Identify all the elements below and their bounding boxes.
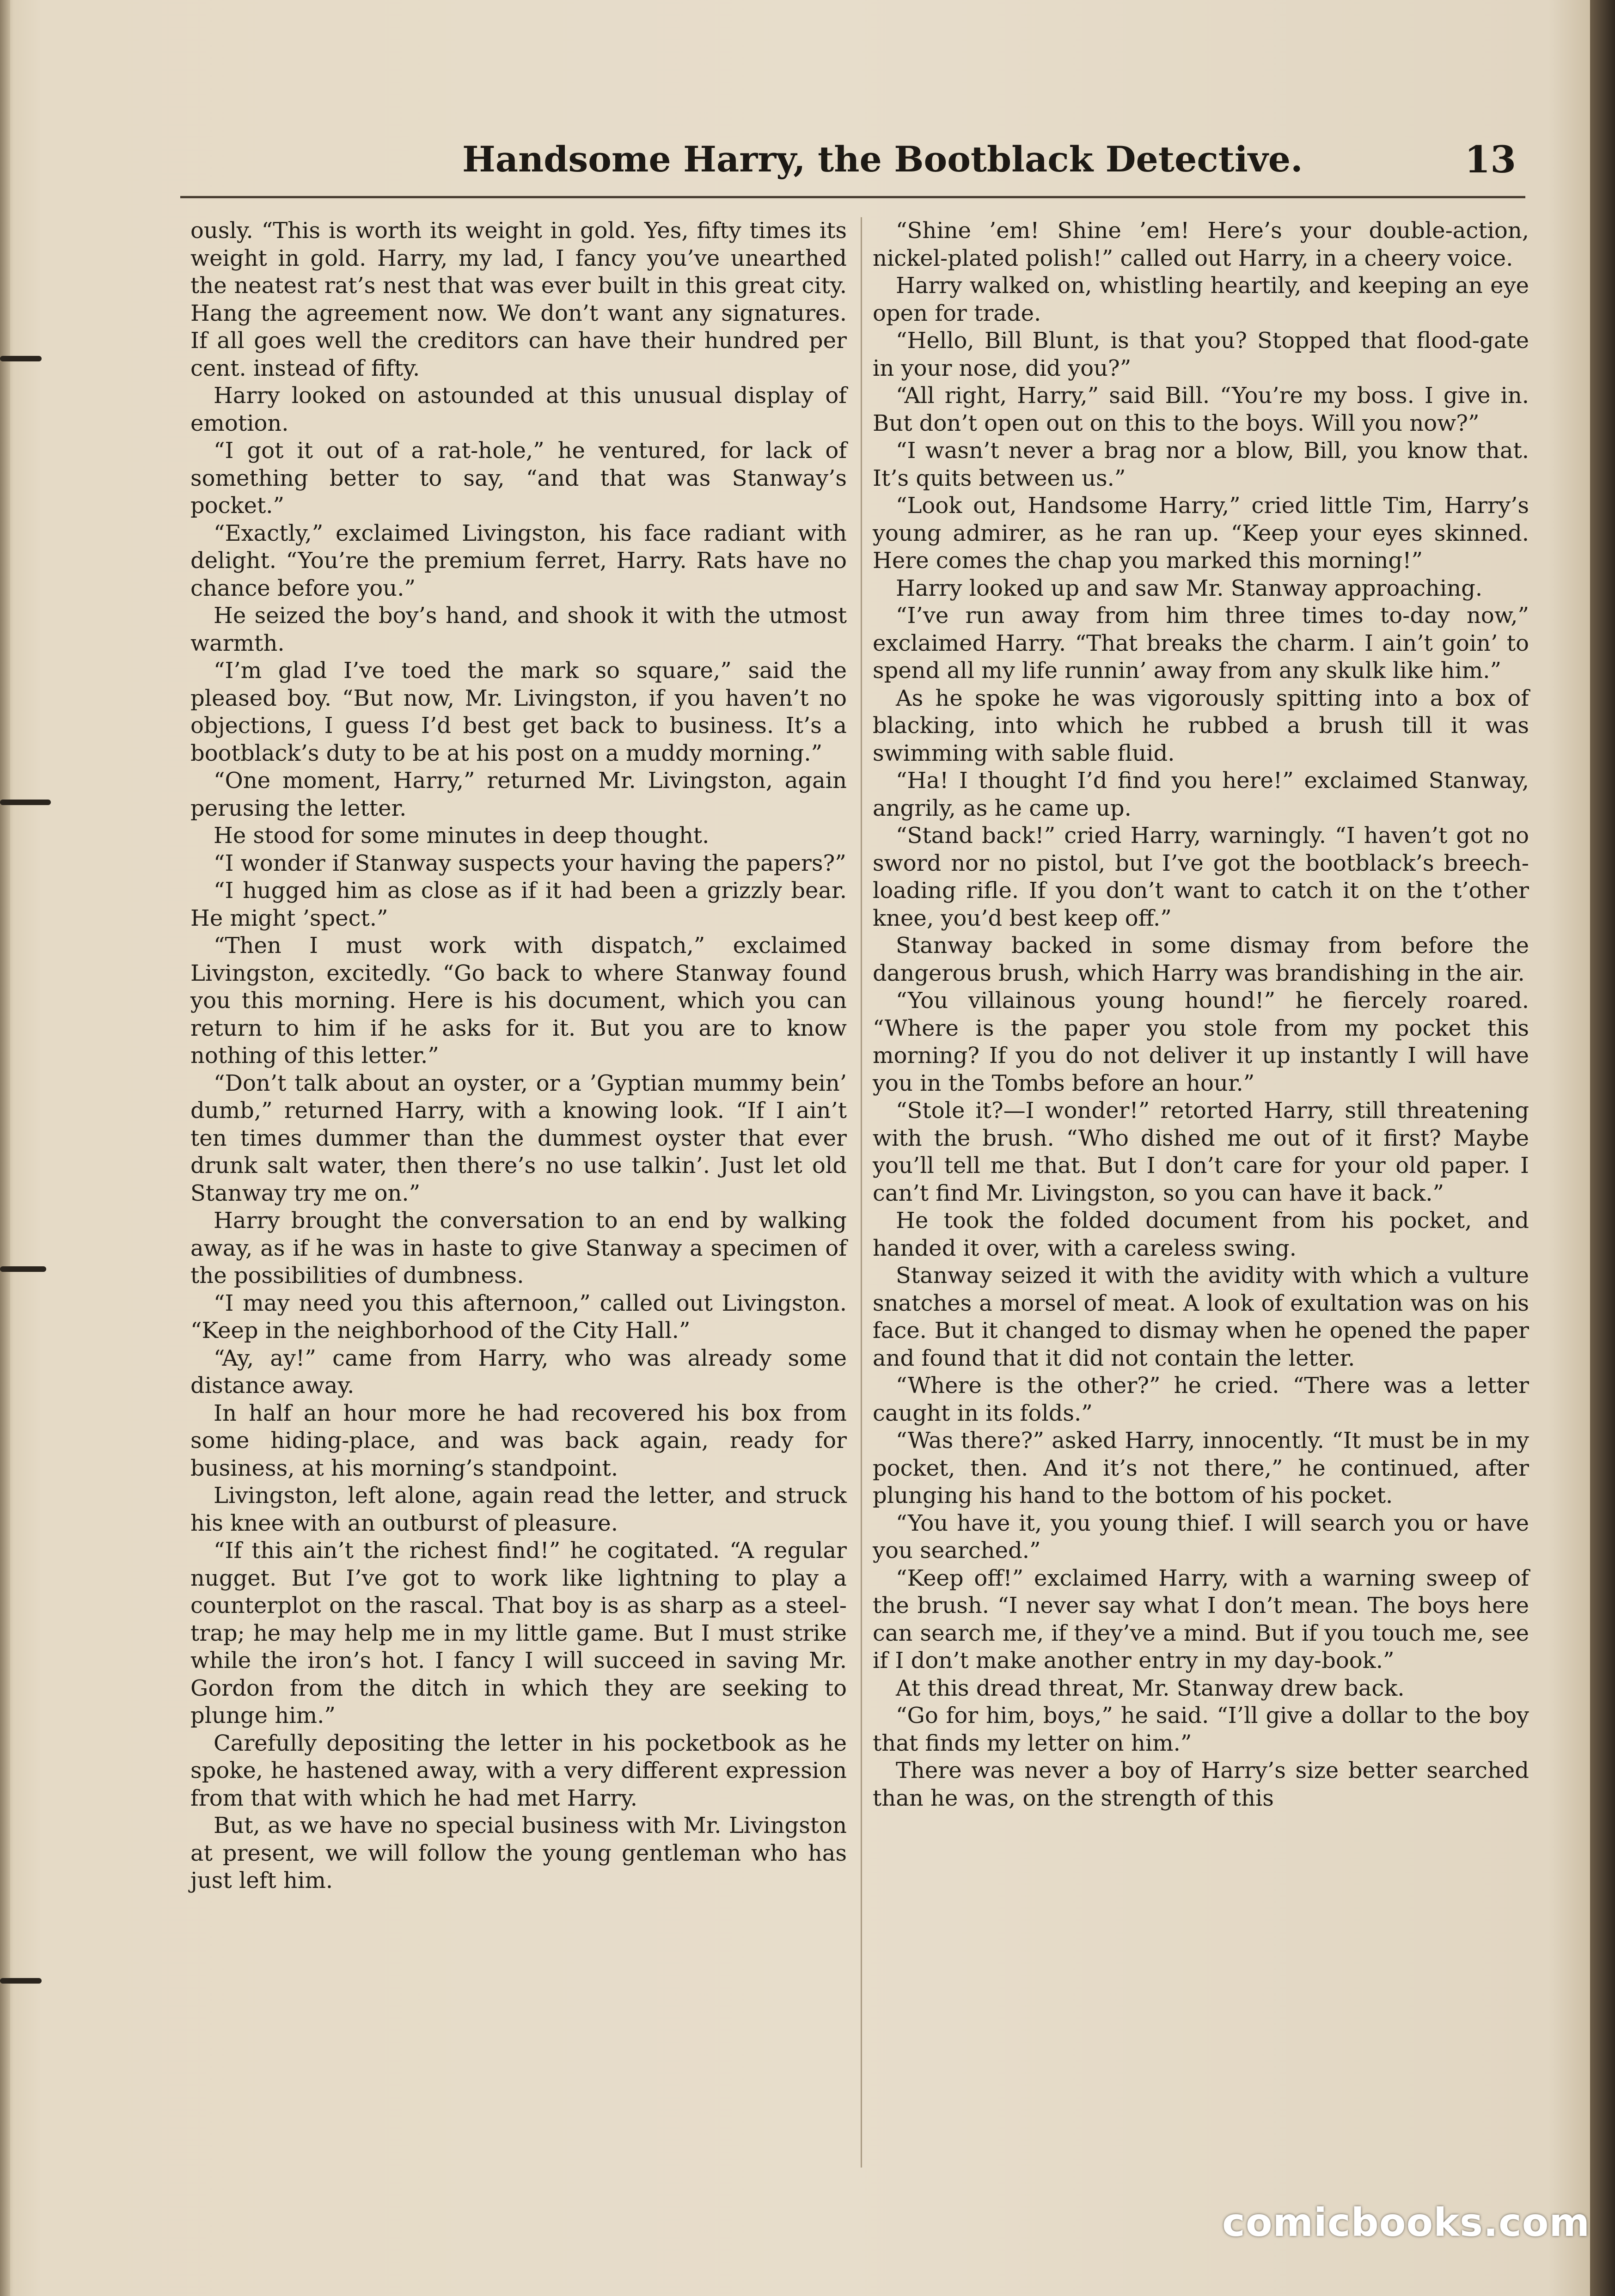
- paragraph: “I hugged him as close as if it had been a grizzly bear. He might ’spect.”: [190, 878, 847, 931]
- paragraph: “Don’t talk about an oyster, or a ’Gyptian mummy bein’ dumb,” returned Harry, with a knowing look. “If I ain’t ten times dummer than the dummest oyster that ever drunk salt water, then there’s no use talkin’. Just let old Stanway try me on.”: [190, 1070, 847, 1206]
- paragraph: “I wasn’t never a brag nor a blow, Bill, you know that. It’s quits between us.”: [873, 438, 1529, 491]
- paragraph: In half an hour more he had recovered his box from some hiding-place, and was back again, ready for business, at his morning’s standpoint.: [190, 1400, 847, 1481]
- paragraph: ously. “This is worth its weight in gold. Yes, fifty times its weight in gold. Harry, my lad, I fancy you’ve unearthed the neatest rat’s nest that was ever built in this great city. Hang the agreement now. We don’t want any signatures. If all goes well the creditors can have their hundred per cent. instead of fifty.: [190, 218, 847, 381]
- page-spine: [0, 0, 10, 2296]
- paragraph: At this dread threat, Mr. Stanway drew back.: [896, 1675, 1405, 1701]
- paragraph: “Where is the other?” he cried. “There was a letter caught in its folds.”: [873, 1373, 1529, 1426]
- paragraph: “Then I must work with dispatch,” exclaimed Livingston, excitedly. “Go back to where Stanway found you this morning. Here is his document, which you can return to him if he asks for it. But you are to know nothing of this letter.”: [190, 933, 847, 1069]
- watermark: comicbooks.com: [1222, 2200, 1590, 2245]
- text-column-right: [873, 217, 1529, 1812]
- paragraph: “Stole it?—I wonder!” retorted Harry, still threatening with the brush. “Who dished me out of it first? Maybe you’ll tell me that. But I don’t care for your old paper. I can’t find Mr. Livingston, so you can have it back.”: [873, 1098, 1529, 1206]
- paragraph: Harry walked on, whistling heartily, and keeping an eye open for trade.: [873, 273, 1529, 326]
- running-header: [0, 129, 1590, 185]
- paragraph: “Ha! I thought I’d find you here!” exclaimed Stanway, angrily, as he came up.: [873, 768, 1529, 821]
- paragraph: “I got it out of a rat-hole,” he ventured, for lack of something better to say, “and that was Stanway’s pocket.”: [190, 438, 847, 519]
- column-divider: [861, 217, 862, 2168]
- paragraph: “Shine ’em! Shine ’em! Here’s your double-action, nickel-plated polish!” called out Harry, in a cheery voice.: [873, 218, 1529, 271]
- paragraph: “Exactly,” exclaimed Livingston, his face radiant with delight. “You’re the premium ferret, Harry. Rats have no chance before you.”: [190, 520, 847, 601]
- paragraph: “I may need you this afternoon,” called out Livingston. “Keep in the neighborhood of the City Hall.”: [190, 1290, 847, 1343]
- paragraph: “I wonder if Stanway suspects your having the papers?”: [214, 850, 846, 876]
- paragraph: He took the folded document from his pocket, and handed it over, with a careless swing.: [873, 1208, 1529, 1261]
- binding-stitch: [0, 800, 51, 805]
- page-edge-shadow: [1590, 0, 1615, 2296]
- paragraph: Livingston, left alone, again read the letter, and struck his knee with an outburst of pleasure.: [190, 1483, 847, 1536]
- binding-stitch: [0, 1978, 42, 1984]
- paragraph: “Hello, Bill Blunt, is that you? Stopped that flood-gate in your nose, did you?”: [873, 328, 1529, 381]
- paragraph: But, as we have no special business with Mr. Livingston at present, we will follow the young gentleman who has just left him.: [190, 1813, 847, 1893]
- paragraph: “Ay, ay!” came from Harry, who was already some distance away.: [190, 1345, 847, 1398]
- paragraph: “Look out, Handsome Harry,” cried little Tim, Harry’s young admirer, as he ran up. “Keep your eyes skinned. Here comes the chap you marked this morning!”: [873, 493, 1529, 574]
- binding-stitch: [0, 1266, 46, 1272]
- paragraph: He stood for some minutes in deep thought.: [214, 823, 710, 849]
- header-rule: [180, 196, 1525, 198]
- paragraph: “Was there?” asked Harry, innocently. “It must be in my pocket, then. And it’s not there,” he continued, after plunging his hand to the bottom of his pocket.: [873, 1428, 1529, 1508]
- paragraph: He seized the boy’s hand, and shook it with the utmost warmth.: [190, 603, 847, 656]
- paragraph: “Stand back!” cried Harry, warningly. “I haven’t got no sword nor no pistol, but I’ve got the bootblack’s breech-loading rifle. If you don’t want to catch it on the t’other knee, you’d best keep off.”: [873, 823, 1529, 931]
- paragraph: “I’m glad I’ve toed the mark so square,” said the pleased boy. “But now, Mr. Livingston, if you haven’t no objections, I guess I’d best get back to business. It’s a bootblack’s duty to be at his post on a muddy morning.”: [190, 658, 847, 766]
- paragraph: “Keep off!” exclaimed Harry, with a warning sweep of the brush. “I never say what I don’t mean. The boys here can search me, if they’ve a mind. But if you touch me, see if I don’t make another entry in my day-book.”: [873, 1565, 1529, 1673]
- paragraph: Harry looked up and saw Mr. Stanway approaching.: [896, 575, 1483, 601]
- paragraph: Carefully depositing the letter in his pocketbook as he spoke, he hastened away, with a very different expression from that with which he had met Harry.: [190, 1730, 847, 1811]
- paragraph: “You have it, you young thief. I will search you or have you searched.”: [873, 1510, 1529, 1563]
- paragraph: As he spoke he was vigorously spitting into a box of blacking, into which he rubbed a brush till it was swimming with sable fluid.: [873, 685, 1529, 766]
- paragraph: There was never a boy of Harry’s size better searched than he was, on the strength of this: [873, 1758, 1529, 1811]
- paragraph: Harry brought the conversation to an end by walking away, as if he was in haste to give Stanway a specimen of the possibilities of dumbness.: [190, 1208, 847, 1288]
- paragraph: “I’ve run away from him three times to-day now,” exclaimed Harry. “That breaks the charm. I ain’t goin’ to spend all my life runnin’ away from any skulk like him.”: [873, 603, 1529, 684]
- paragraph: Stanway seized it with the avidity with which a vulture snatches a morsel of meat. A look of exultation was on his face. But it changed to dismay when he opened the paper and found that it did not contain the letter.: [873, 1263, 1529, 1371]
- paragraph: Stanway backed in some dismay from before the dangerous brush, which Harry was brandishing in the air.: [873, 933, 1529, 986]
- text-column-left: [190, 217, 847, 1895]
- paragraph: “You villainous young hound!” he fiercely roared. “Where is the paper you stole from my pocket this morning? If you do not deliver it up instantly I will have you in the Tombs before an hour.”: [873, 988, 1529, 1096]
- paragraph: Harry looked on astounded at this unusual display of emotion.: [190, 383, 847, 436]
- binding-stitch: [0, 356, 42, 361]
- running-title: Handsome Harry, the Bootblack Detective.: [462, 139, 1303, 180]
- paragraph: “All right, Harry,” said Bill. “You’re my boss. I give in. But don’t open out on this to the boys. Will you now?”: [873, 383, 1529, 436]
- paragraph: “One moment, Harry,” returned Mr. Livingston, again perusing the letter.: [190, 768, 847, 821]
- page-number: 13: [1464, 138, 1516, 181]
- paragraph: “Go for him, boys,” he said. “I’ll give a dollar to the boy that finds my letter on him.”: [873, 1703, 1529, 1756]
- paragraph: “If this ain’t the richest find!” he cogitated. “A regular nugget. But I’ve got to work like lightning to play a counterplot on the rascal. That boy is as sharp as a steel-trap; he may help me in my little game. But I must strike while the iron’s hot. I fancy I will succeed in saving Mr. Gordon from the ditch in which they are seeking to plunge him.”: [190, 1538, 847, 1728]
